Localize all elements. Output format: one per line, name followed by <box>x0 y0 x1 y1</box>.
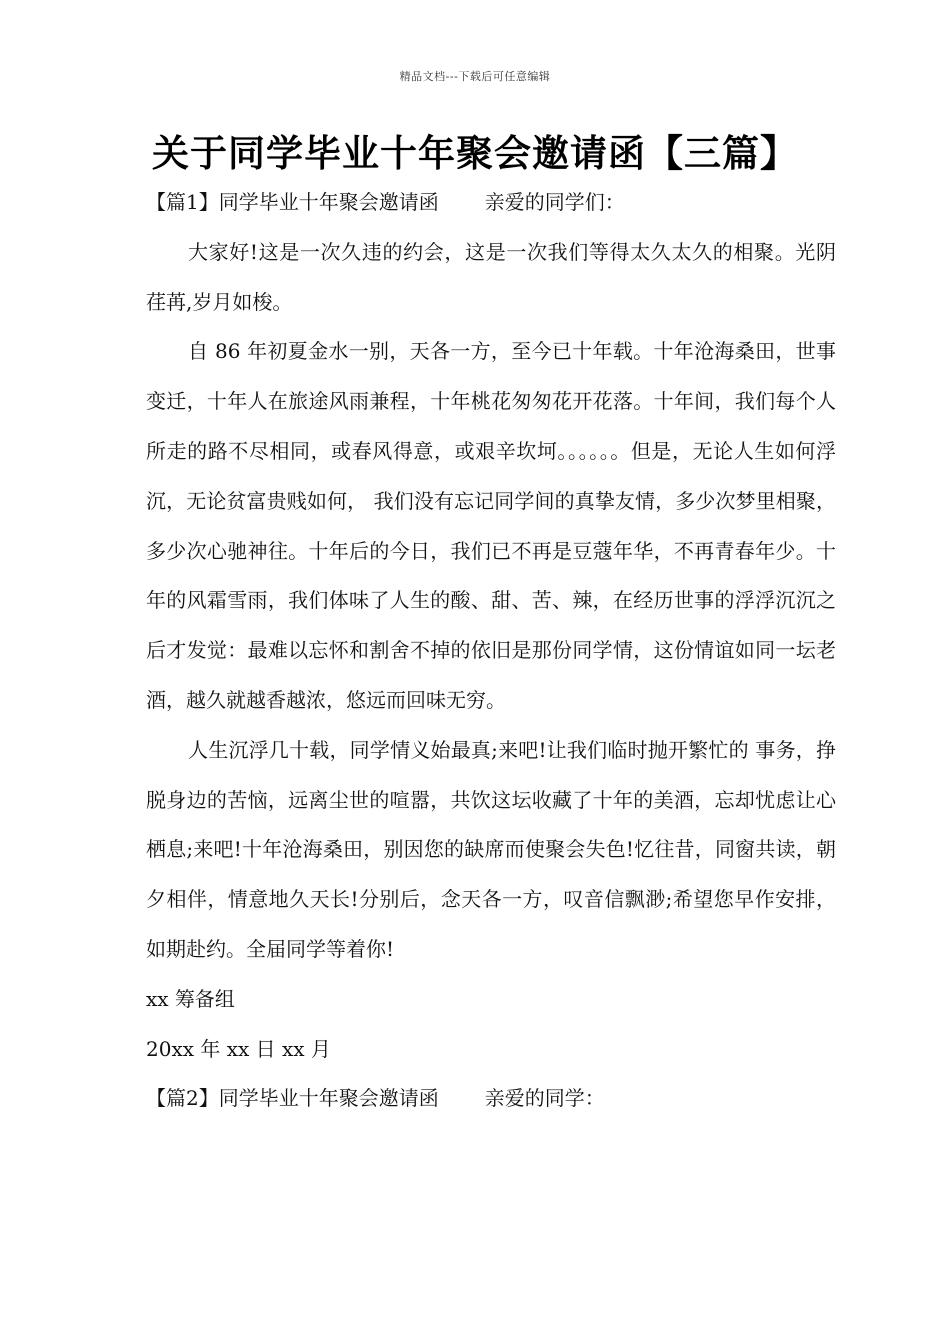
section-1-paragraph-1: 大家好!这是一次久违的约会，这是一次我们等得太久太久的相聚。光阴荏苒,岁月如梭。 <box>146 239 836 314</box>
section-1-signature: xx 筹备组 <box>146 986 235 1011</box>
section-1-paragraph-3: 人生沉浮几十载，同学情义始最真;来吧!让我们临时抛开繁忙的 事务，挣脱身边的苦恼，远离尘世的喧嚣，共饮这坛收藏了十年的美酒，忘却忧虑让心栖息;来吧!十年沧海桑田，别因您的缺席而使聚会失色!忆往昔，同窗共读，朝夕相伴，情意地久天长!分别后，念天各一方，叹音信飘渺;希望您早作安排，如期赴约。全届同学等着你! <box>146 737 836 961</box>
section-1-date: 20xx 年 xx 日 xx 月 <box>146 1036 331 1061</box>
document-title: 关于同学毕业十年聚会邀请函【三篇】 <box>152 131 798 175</box>
section-2-heading-line <box>146 1074 836 1124</box>
section-2-salutation: 亲爱的同学： <box>484 1086 605 1111</box>
section-1-paragraph-2: 自 86 年初夏金水一别，天各一方，至今已十年载。十年沧海桑田，世事变迁，十年人在旅途风雨兼程，十年桃花匆匆花开花落。十年间，我们每个人所走的路不尽相同，或春风得意，或艰辛坎坷。。。。。。但是，无论人生如何浮沉，无论贫富贵贱如何， 我们没有忘记同学间的真挚友情，多少次梦里相聚，多少次心驰神往。十年后的今日，我们已不再是豆蔻年华，不再青春年少。十年的风霜雪雨，我们体味了人生的酸、甜、苦、辣，在经历世事的浮浮沉沉之后才发觉：最难以忘怀和割舍不掉的依旧是那份同学情，这份情谊如同一坛老酒，越久就越香越浓，悠远而回味无穷。 <box>146 339 836 712</box>
section-1-salutation: 亲爱的同学们： <box>484 190 625 214</box>
header-note: 精品文档---下载后可任意编辑 <box>399 70 551 83</box>
section-2-heading: 【篇2】同学毕业十年聚会邀请函 <box>146 1086 439 1111</box>
section-1-heading: 【篇1】同学毕业十年聚会邀请函 <box>146 190 439 214</box>
section-1-heading-line <box>146 178 836 228</box>
document-body <box>146 178 836 1124</box>
